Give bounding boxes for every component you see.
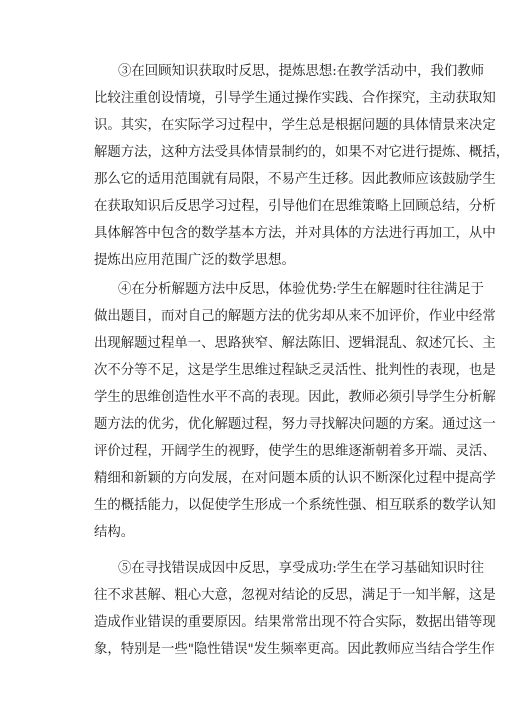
text-line: 识。其实，在实际学习过程中，学生总是根据问题的具体情景来决定 [94, 118, 496, 133]
text-line: 评价过程，开阔学生的视野，使学生的思维逐渐朝着多开端、灵活、 [94, 444, 496, 459]
text-line: 精细和新颖的方向发展，在对问题本质的认识不断深化过程中提高学 [94, 471, 496, 486]
text-line: 出现解题过程单一、思路狭窄、解法陈旧、逻辑混乱、叙述冗长、主 [94, 336, 496, 351]
text-line: 造成作业错误的重要原因。结果常常出现不符合实际，数据出错等现 [94, 615, 496, 630]
paragraph-reflection-errors [94, 555, 496, 663]
text-line: 比较注重创设情境，引导学生通过操作实践、合作探究，主动获取知 [94, 91, 496, 106]
text-line: 往不求甚解、粗心大意，忽视对结论的反思，满足于一知半解，这是 [94, 588, 496, 603]
text-line: 提炼出应用范围广泛的数学思想。 [94, 253, 295, 268]
text-line: 解题方法，这种方法受具体情景制约的，如果不对它进行提炼、概括， [94, 145, 509, 160]
document-body [94, 58, 509, 663]
paragraph-reflection-methods [94, 276, 496, 546]
text-line: 次不分等不足，这是学生思维过程缺乏灵活性、批判性的表现，也是 [94, 363, 496, 378]
text-line: 做出题目，而对自己的解题方法的优劣却从来不加评价，作业中经常 [94, 309, 496, 324]
text-line: 题方法的优劣，优化解题过程，努力寻找解决问题的方案。通过这一 [94, 417, 496, 432]
text-line: 学生的思维创造性水平不高的表现。因此，教师必须引导学生分析解 [94, 390, 496, 405]
text-line: 结构。 [94, 525, 135, 540]
paragraph-reflection-knowledge [94, 58, 509, 274]
text-line: ④在分析解题方法中反思，体验优势:学生在解题时往往满足于 [118, 282, 485, 297]
text-line: 那么它的适用范围就有局限，不易产生迁移。因此教师应该鼓励学生 [94, 172, 496, 187]
text-line: ③在回顾知识获取时反思，提炼思想:在教学活动中，我们教师 [118, 64, 485, 79]
text-line: 象，特别是一些"隐性错误"发生频率更高。因此教师应当结合学生作 [94, 642, 495, 657]
text-line: ⑤在寻找错误成因中反思，享受成功:学生在学习基础知识时往 [118, 561, 485, 576]
text-line: 在获取知识后反思学习过程，引导他们在思维策略上回顾总结，分析 [94, 199, 496, 214]
text-line: 具体解答中包含的数学基本方法，并对具体的方法进行再加工，从中 [94, 226, 496, 241]
text-line: 生的概括能力，以促使学生形成一个系统性强、相互联系的数学认知 [94, 498, 496, 513]
